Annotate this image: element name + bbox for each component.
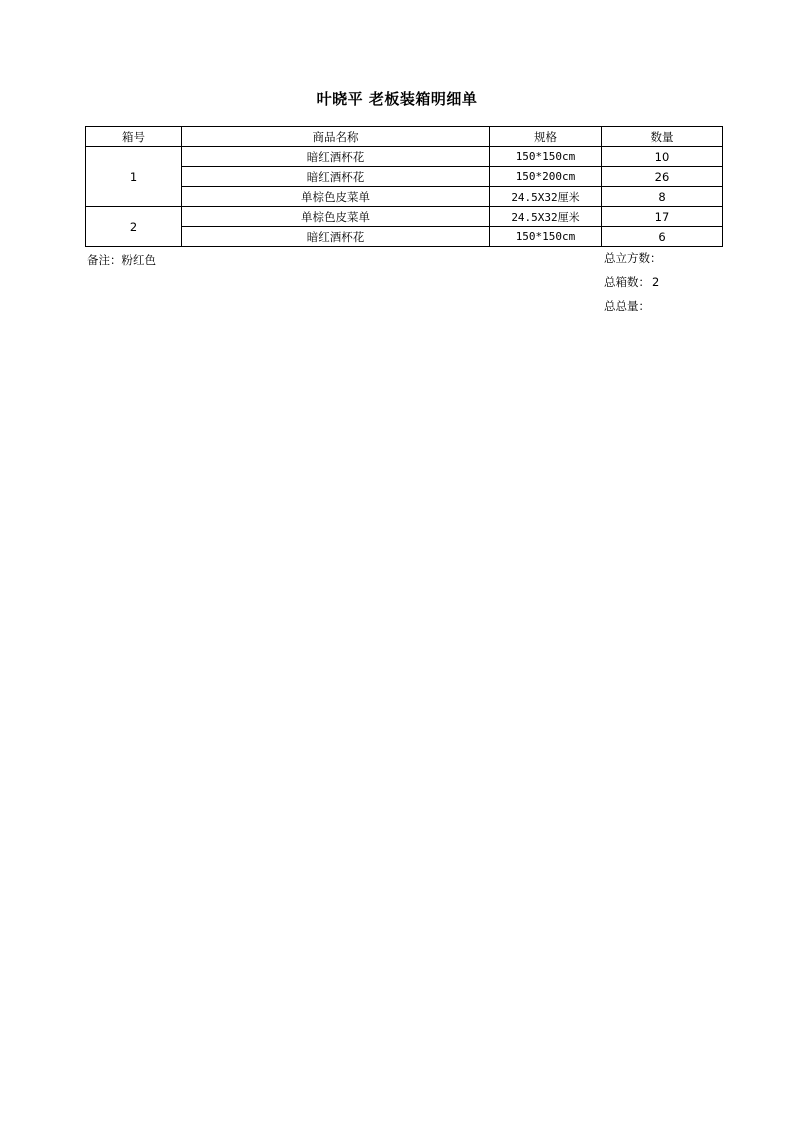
remark-value: 粉红色 <box>121 253 156 267</box>
quantity-cell: 26 <box>602 167 723 187</box>
spec-cell: 24.5X32厘米 <box>490 187 602 207</box>
remark-label: 备注： <box>87 253 122 267</box>
total-boxes-label: 总箱数： <box>604 275 650 289</box>
product-name-cell: 暗红酒杯花 <box>182 227 490 247</box>
total-weight <box>604 298 652 314</box>
header-product-name: 商品名称 <box>182 127 490 147</box>
table-row <box>86 187 723 207</box>
header-spec: 规格 <box>490 127 602 147</box>
quantity-cell: 6 <box>602 227 723 247</box>
box-number-cell: 2 <box>86 207 182 247</box>
remark <box>87 252 156 268</box>
spec-cell: 24.5X32厘米 <box>490 207 602 227</box>
table-row <box>86 147 723 167</box>
product-name-cell: 单棕色皮菜单 <box>182 187 490 207</box>
table-row <box>86 167 723 187</box>
header-box-no: 箱号 <box>86 127 182 147</box>
quantity-cell: 8 <box>602 187 723 207</box>
spec-cell: 150*200cm <box>490 167 602 187</box>
product-name-cell: 暗红酒杯花 <box>182 147 490 167</box>
total-volume <box>604 250 664 266</box>
page-title: 叶晓平 老板装箱明细单 <box>316 90 478 108</box>
spec-cell: 150*150cm <box>490 227 602 247</box>
total-weight-label: 总总量： <box>604 299 650 313</box>
packing-list-table <box>85 126 723 247</box>
product-name-cell: 暗红酒杯花 <box>182 167 490 187</box>
table-header-row <box>86 127 723 147</box>
header-quantity: 数量 <box>602 127 723 147</box>
quantity-cell: 10 <box>602 147 723 167</box>
table-row <box>86 227 723 247</box>
table-row <box>86 207 723 227</box>
product-name-cell: 单棕色皮菜单 <box>182 207 490 227</box>
quantity-cell: 17 <box>602 207 723 227</box>
total-boxes-value: 2 <box>652 275 660 289</box>
total-volume-label: 总立方数： <box>604 251 662 265</box>
total-boxes <box>604 274 659 290</box>
box-number-cell: 1 <box>86 147 182 207</box>
spec-cell: 150*150cm <box>490 147 602 167</box>
